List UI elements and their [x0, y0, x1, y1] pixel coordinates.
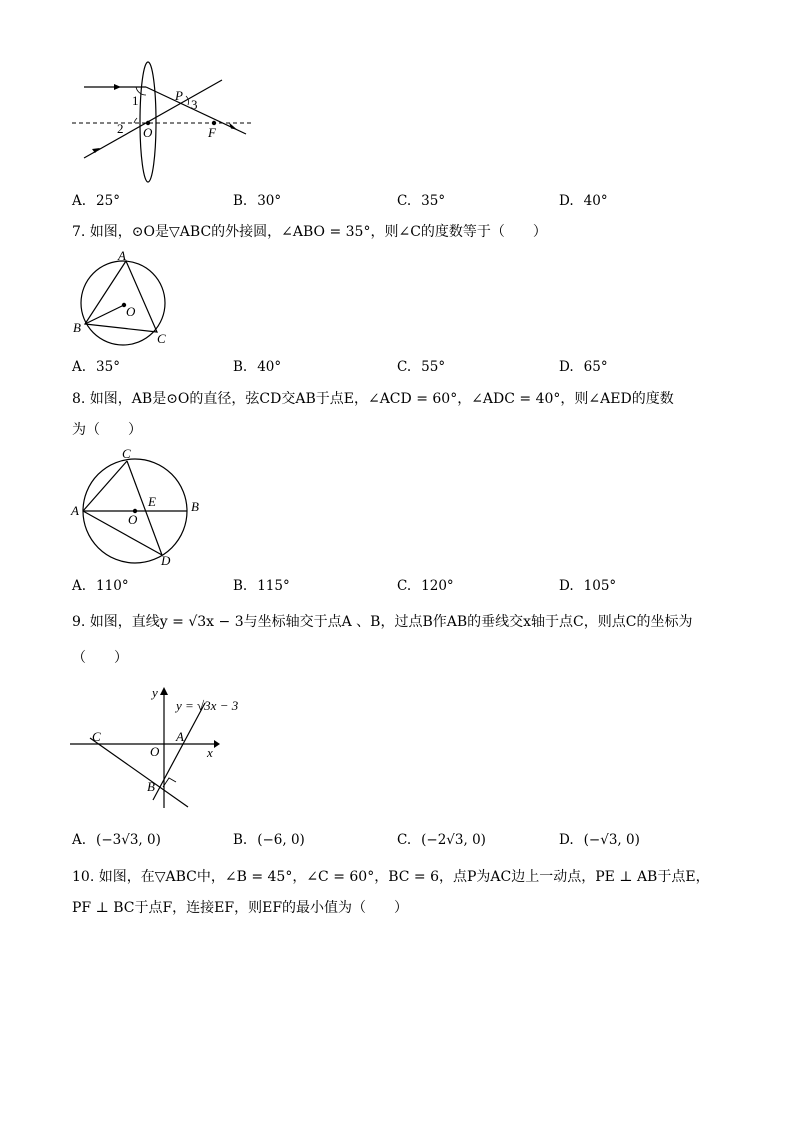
q9-label-equation: y = √3x − 3	[176, 698, 239, 713]
q9-stem-line1: 9. 如图，直线y = √3x − 3与坐标轴交于点A 、B，过点B作AB的垂线交x轴于点C，则点C的坐标为	[72, 614, 693, 630]
q6-label-P: P	[175, 88, 183, 103]
q10-stem-line1: 10. 如图，在▽ABC中，∠B = 45°，∠C = 60°，BC = 6，点P为AC边上一动点，PE ⊥ AB于点E，	[72, 869, 710, 885]
q8-option-a[interactable]: A. 110°	[72, 578, 129, 594]
q7-stem: 7. 如图，⊙O是▽ABC的外接圆，∠ABO = 35°，则∠C的度数等于（ ）	[72, 224, 547, 240]
q6-option-c[interactable]: C. 35°	[397, 193, 446, 209]
q7-option-a[interactable]: A. 35°	[72, 359, 120, 375]
q8-label-O: O	[128, 512, 138, 527]
q6-label-1: 1	[132, 93, 139, 108]
q6-figure	[70, 58, 270, 188]
q7-option-c[interactable]: C. 55°	[397, 359, 446, 375]
q8-label-C: C	[122, 446, 131, 461]
q9-stem-line2: （ ）	[72, 650, 128, 666]
q6-label-2: 2	[117, 121, 124, 136]
q8-label-A: A	[71, 503, 79, 518]
q9-label-x: x	[207, 745, 213, 760]
q10-stem-line2: PF ⊥ BC于点F，连接EF，则EF的最小值为（ ）	[72, 900, 409, 916]
q9-label-O: O	[150, 744, 160, 759]
q8-option-c[interactable]: C. 120°	[397, 578, 454, 594]
q8-label-B: B	[191, 499, 199, 514]
q9-label-A: A	[176, 729, 184, 744]
q7-figure	[70, 248, 180, 348]
q9-label-B: B	[147, 779, 155, 794]
q7-label-C: C	[157, 331, 166, 346]
q9-label-C: C	[92, 729, 101, 744]
q8-option-b[interactable]: B. 115°	[233, 578, 290, 594]
q8-stem-line2: 为（ ）	[72, 422, 142, 438]
q9-option-a[interactable]: A. (−3√3, 0)	[72, 832, 161, 848]
q9-figure	[70, 683, 260, 813]
q7-label-B: B	[73, 320, 81, 335]
q6-label-O: O	[143, 125, 153, 140]
q6-label-3: 3	[191, 97, 198, 112]
q9-label-y: y	[152, 685, 158, 700]
q6-label-F: F	[208, 125, 216, 140]
q8-label-E: E	[148, 494, 156, 509]
q9-option-b[interactable]: B. (−6, 0)	[233, 832, 305, 848]
q7-label-A: A	[118, 248, 126, 263]
q8-stem-line1: 8. 如图，AB是⊙O的直径，弦CD交AB于点E，∠ACD = 60°，∠ADC = 40°，则∠AED的度数	[72, 391, 674, 407]
q6-option-b[interactable]: B. 30°	[233, 193, 282, 209]
q9-option-d[interactable]: D. (−√3, 0)	[559, 832, 640, 848]
q7-option-b[interactable]: B. 40°	[233, 359, 282, 375]
q6-option-a[interactable]: A. 25°	[72, 193, 120, 209]
q7-option-d[interactable]: D. 65°	[559, 359, 608, 375]
q8-option-d[interactable]: D. 105°	[559, 578, 617, 594]
q8-label-D: D	[161, 553, 171, 568]
q7-label-O: O	[126, 304, 136, 319]
q6-option-d[interactable]: D. 40°	[559, 193, 608, 209]
q9-option-c[interactable]: C. (−2√3, 0)	[397, 832, 486, 848]
q8-figure	[68, 444, 208, 569]
